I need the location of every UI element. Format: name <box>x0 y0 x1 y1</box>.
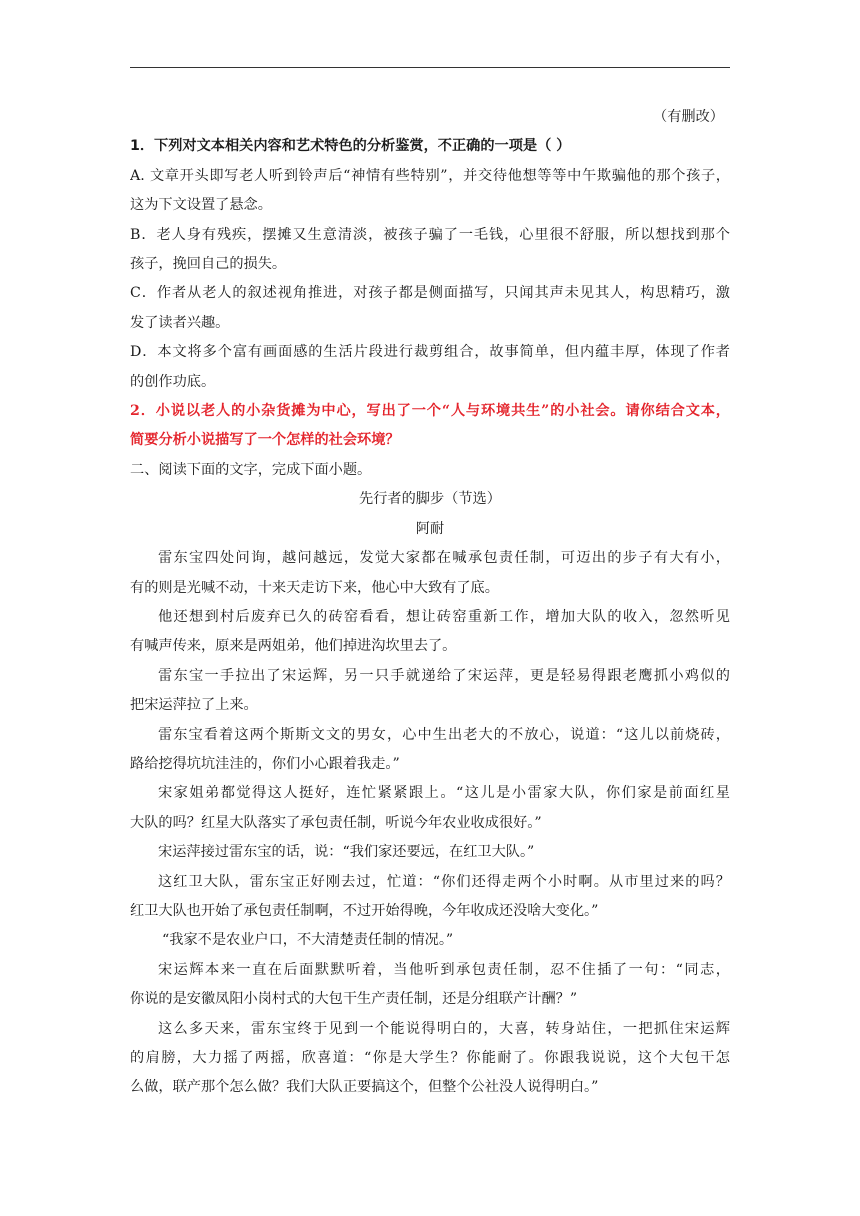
question-2-line-2: 简要分析小说描写了一个怎样的社会环境？ <box>130 432 400 449</box>
question-2-line-1: 2．小说以老人的小杂货摊为中心，写出了一个“人与环境共生”的小社会。请你结合文本， <box>130 403 730 420</box>
passage-paragraph-9: 宋运辉本来一直在后面默默听着，当他听到承包责任制，忍不住插了一句：“同志， 你说的是安徽凤阳小岗村式的大包干生产责任制，还是分组联产计酬？” <box>130 961 730 1008</box>
passage-paragraph-2: 他还想到村后废弃已久的砖窑看看，想让砖窑重新工作，增加大队的收入，忽然听见 有喊声传来，原来是两姐弟，他们掉进沟坎里去了。 <box>130 608 730 655</box>
passage-paragraph-10: 这么多天来，雷东宝终于见到一个能说得明白的，大喜，转身站住，一把抓住宋运辉 的肩膀，大力摇了两摇，欣喜道：“你是大学生？你能耐了。你跟我说说，这个大包干怎 么做，联产那个怎么做？我们大队正要搞这个，但整个公社没人说得明白。” <box>130 1020 730 1096</box>
document-content <box>130 103 730 1103</box>
option-d-line-1: D．本文将多个富有画面感的生活片段进行裁剪组合，故事简单，但内蕴丰厚，体现了作者 <box>130 344 730 361</box>
header-rule <box>130 67 730 68</box>
passage-paragraph-6: 宋运萍接过雷东宝的话，说：“我们家还要远，在红卫大队。” <box>158 844 535 861</box>
question-1-stem: 1．下列对文本相关内容和艺术特色的分析鉴赏，不正确的一项是（ ） <box>130 138 571 155</box>
passage-paragraph-7: 这红卫大队，雷东宝正好刚去过，忙道：“你们还得走两个小时啊。从市里过来的吗？ 红卫大队也开始了承包责任制啊，不过开始得晚，今年收成还没啥大变化。” <box>130 873 730 919</box>
option-a-line-1: A. 文章开头即写老人听到铃声后“神情有些特别”，并交待他想等等中午欺骗他的那个孩子， <box>130 167 730 184</box>
passage-author: 阿耐 <box>415 520 445 537</box>
option-c-line-2: 发了读者兴趣。 <box>130 314 230 331</box>
passage-paragraph-5: 宋家姐弟都觉得这人挺好，连忙紧紧跟上。“这儿是小雷家大队，你们家是前面红星 大队的吗？红星大队落实了承包责任制，听说今年农业收成很好。” <box>130 785 730 831</box>
section-2-heading: 二、阅读下面的文字，完成下面小题。 <box>130 461 372 478</box>
passage-paragraph-1: 雷东宝四处问询，越问越远，发觉大家都在喊承包责任制，可迈出的步子有大有小， 有的则是光喊不动，十来天走访下来，他心中大致有了底。 <box>130 550 730 596</box>
passage-paragraph-3: 雷东宝一手拉出了宋运辉，另一只手就递给了宋运萍，更是轻易得跟老鹰抓小鸡似的 把宋运萍拉了上来。 <box>130 667 730 714</box>
passage-paragraph-4: 雷东宝看着这两个斯斯文文的男女，心中生出老大的不放心，说道：“这儿以前烧砖， 路给挖得坑坑洼洼的，你们小心跟着我走。” <box>130 726 730 772</box>
passage-title: 先行者的脚步（节选） <box>359 491 501 508</box>
source-note: （有删改） <box>653 109 724 125</box>
option-c-line-1: C．作者从老人的叙述视角推进，对孩子都是侧面描写，只闻其声未见其人，构思精巧，激 <box>130 285 730 302</box>
passage-paragraph-8: “我家不是农业户口，不大清楚责任制的情况。” <box>162 932 454 949</box>
option-b-line-1: B．老人身有残疾，摆摊又生意清淡，被孩子骗了一毛钱，心里很不舒服，所以想找到那个 <box>130 226 730 243</box>
option-a-line-2: 这为下文设置了悬念。 <box>130 197 272 214</box>
option-b-line-2: 孩子，挽回自己的损失。 <box>130 256 287 273</box>
option-d-line-2: 的创作功底。 <box>130 373 216 390</box>
